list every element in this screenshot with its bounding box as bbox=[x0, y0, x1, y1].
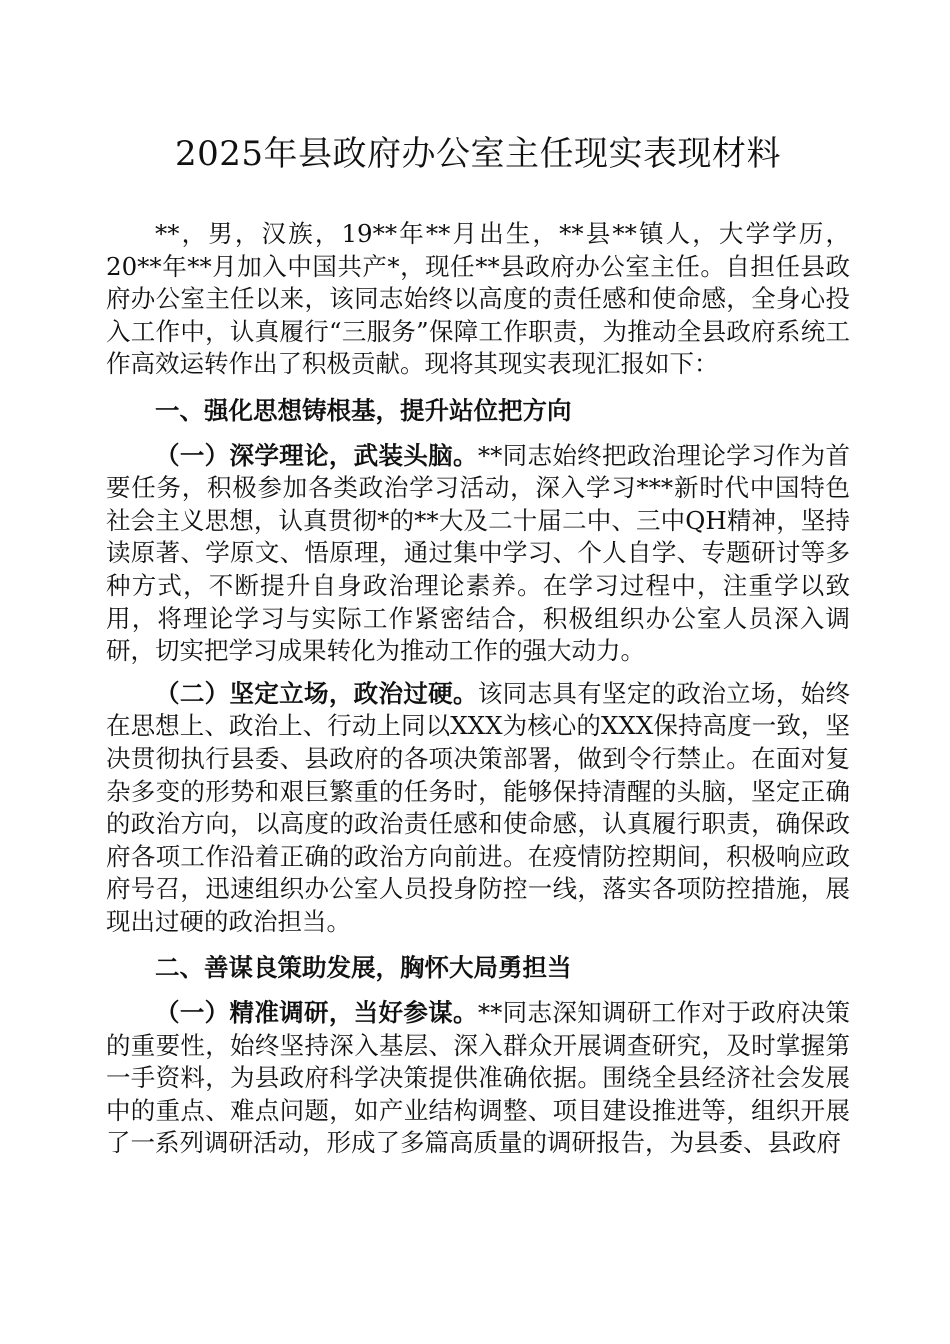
section-1-heading: 一、强化思想铸根基，提升站位把方向 bbox=[155, 395, 572, 425]
section-2-item-1 bbox=[106, 997, 850, 1160]
section-1-item-1 bbox=[106, 440, 850, 668]
section-1-item-2-lead: （二）坚定立场，政治过硬。 bbox=[155, 678, 478, 708]
document-title: 2025年县政府办公室主任现实表现材料 bbox=[174, 134, 782, 174]
section-1-item-1-lead: （一）深学理论，武装头脑。 bbox=[155, 440, 478, 470]
section-2-heading: 二、善谋良策助发展，胸怀大局勇担当 bbox=[155, 953, 572, 983]
intro-paragraph: **，男，汉族，19**年**月出生，**县**镇人，大学学历，20**年**月加入中国共产*，现任**县政府办公室主任。自担任县政府办公室主任以来，该同志始终以高度的责任感和使命感，全身心投入工作中，认真履行“三服务”保障工作职责，为推动全县政府系统工作高效运转作出了积极贡献。现将其现实表现汇报如下： bbox=[106, 219, 850, 379]
section-2-item-1-lead: （一）精准调研，当好参谋。 bbox=[155, 998, 478, 1028]
section-2-item-1-text: **同志深知调研工作对于政府决策的重要性，始终坚持深入基层、深入群众开展调查研究，及时掌握第一手资料，为县政府科学决策提供准确依据。围绕全县经济社会发展中的重点、难点问题，如产业结构调整、项目建设推进等，组织开展了一系列调研活动，形成了多篇高质量的调研报告，为县委、县政府 bbox=[106, 998, 851, 1158]
section-1-item-2-text: 该同志具有坚定的政治立场，始终在思想上、政治上、行动上同以XXX为核心的XXX保持高度一致，坚决贯彻执行县委、县政府的各项决策部署，做到令行禁止。在面对复杂多变的形势和艰巨繁重的任务时，能够保持清醒的头脑，坚定正确的政治方向，以高度的政治责任感和使命感，认真履行职责，确保政府各项工作沿着正确的政治方向前进。在疫情防控期间，积极响应政府号召，迅速组织办公室人员投身防控一线，落实各项防控措施，展现出过硬的政治担当。 bbox=[106, 678, 851, 936]
section-1-item-1-text: **同志始终把政治理论学习作为首要任务，积极参加各类政治学习活动，深入学习***新时代中国特色社会主义思想，认真贯彻*的**大及二十届二中、三中QH精神，坚持读原著、学原文、悟原理，通过集中学习、个人自学、专题研讨等多种方式，不断提升自身政治理论素养。在学习过程中，注重学以致用，将理论学习与实际工作紧密结合，积极组织办公室人员深入调研，切实把学习成果转化为推动工作的强大动力。 bbox=[106, 440, 851, 666]
section-1-item-2 bbox=[106, 678, 850, 939]
